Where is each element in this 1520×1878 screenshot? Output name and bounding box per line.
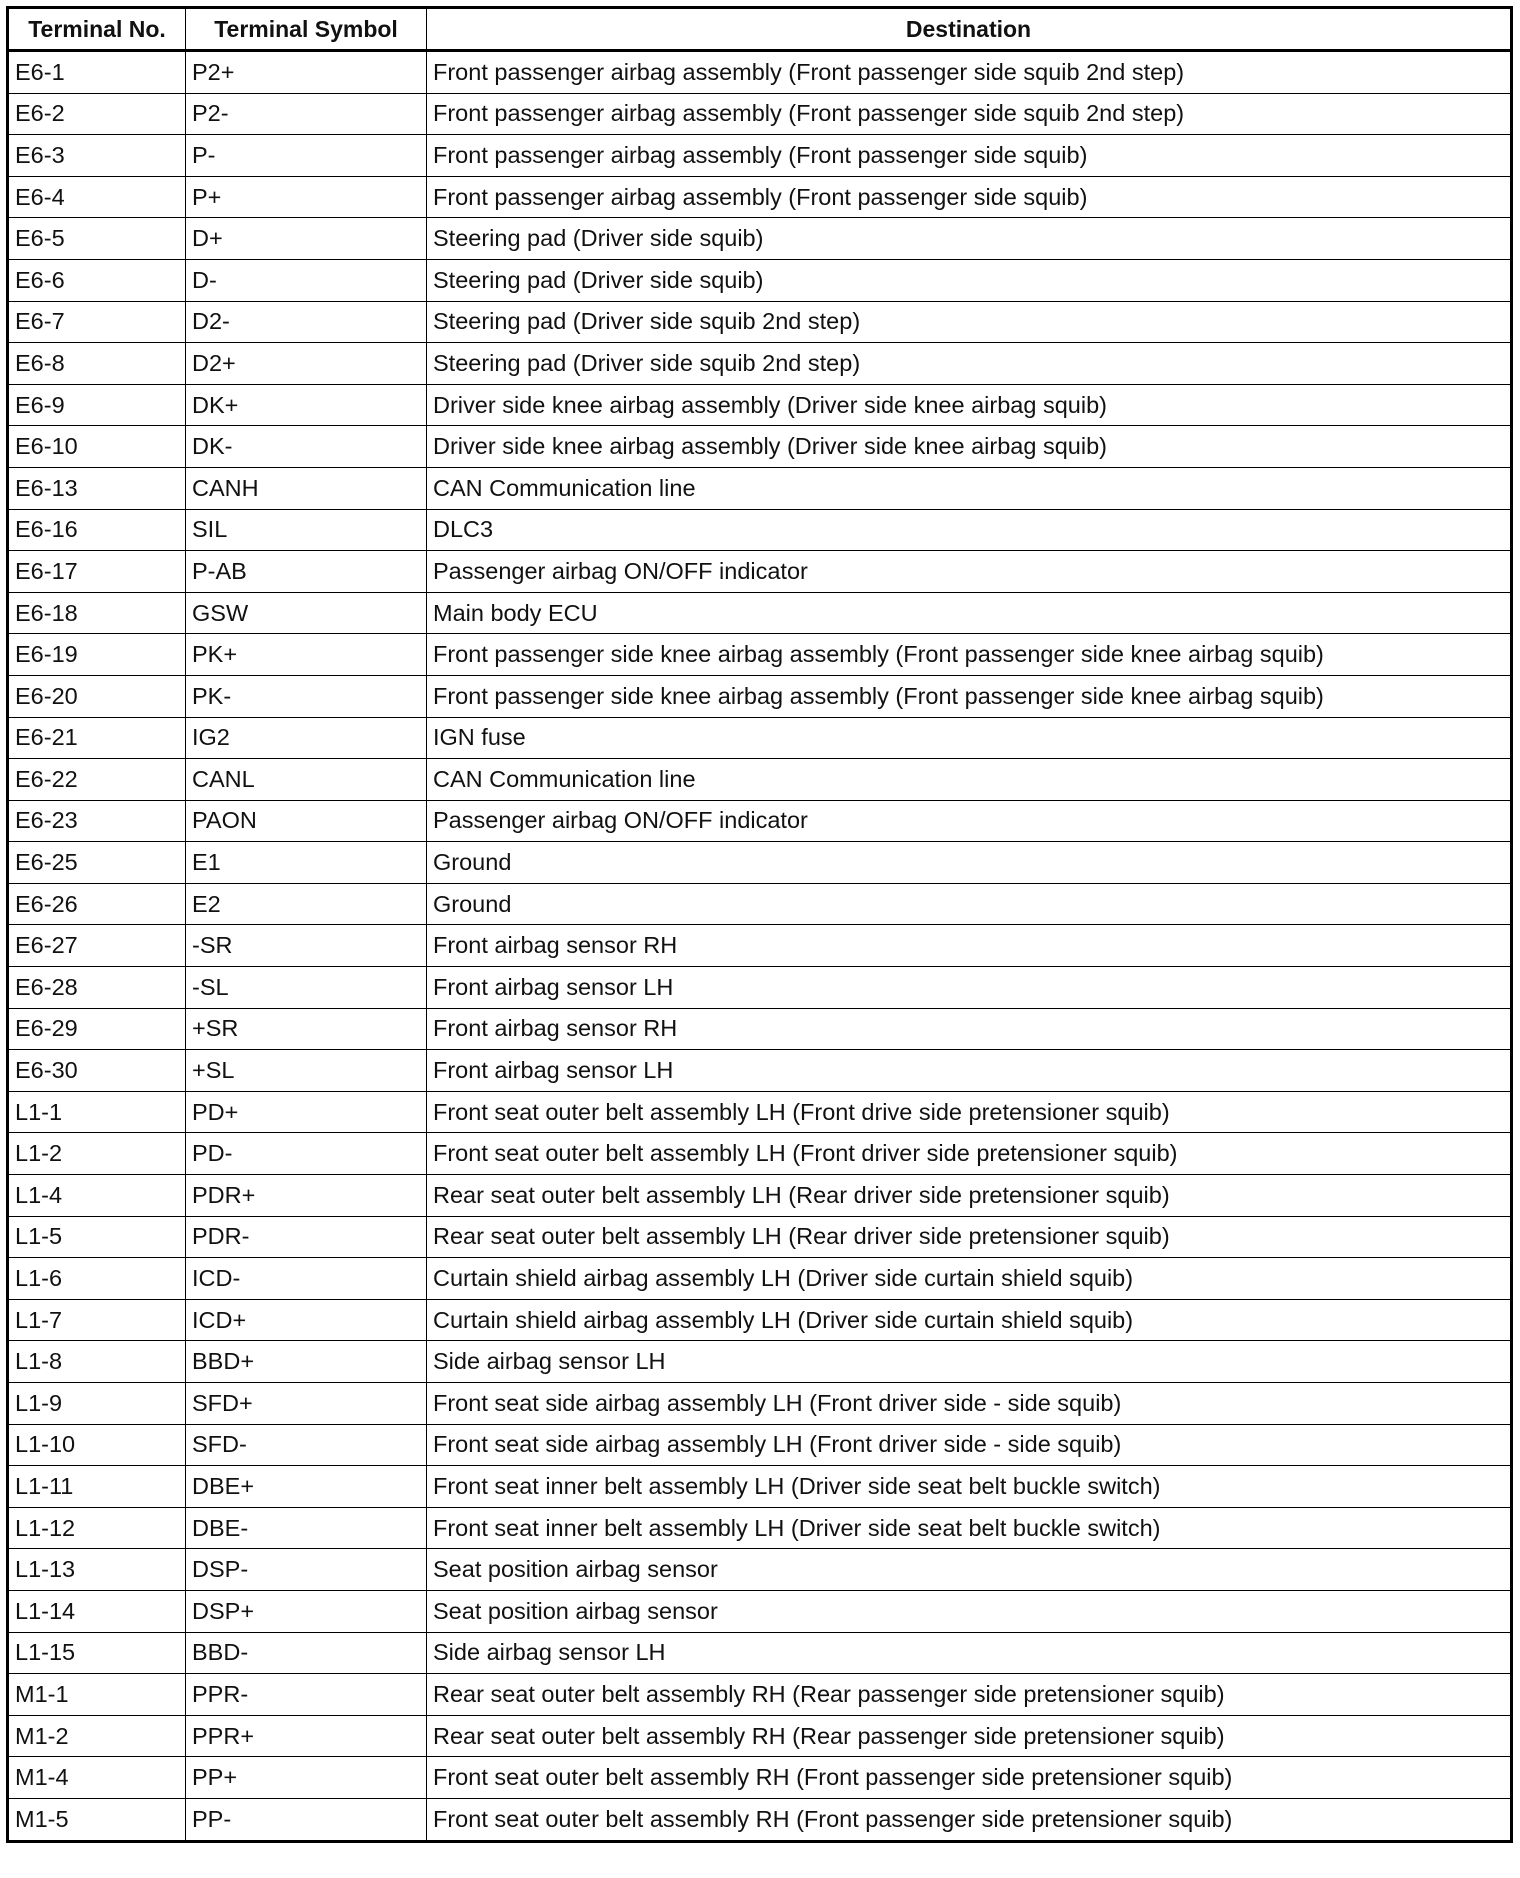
terminal-symbol-cell: PD-: [186, 1133, 427, 1175]
terminal-symbol-cell: PDR+: [186, 1175, 427, 1217]
table-row: [8, 800, 1512, 842]
table-row: [8, 925, 1512, 967]
terminal-no-cell: L1-13: [8, 1549, 186, 1591]
terminal-no-cell: M1-2: [8, 1715, 186, 1757]
terminal-symbol-cell: P-AB: [186, 551, 427, 593]
destination-cell: Rear seat outer belt assembly RH (Rear passenger side pretensioner squib): [427, 1674, 1512, 1716]
terminal-no-cell: E6-16: [8, 509, 186, 551]
terminal-no-cell: E6-5: [8, 218, 186, 260]
terminal-symbol-cell: ICD-: [186, 1258, 427, 1300]
table-row: [8, 176, 1512, 218]
terminal-no-cell: L1-14: [8, 1590, 186, 1632]
header-terminal-symbol: Terminal Symbol: [186, 8, 427, 51]
terminal-symbol-cell: BBD+: [186, 1341, 427, 1383]
terminal-symbol-cell: SFD-: [186, 1424, 427, 1466]
destination-cell: Side airbag sensor LH: [427, 1632, 1512, 1674]
table-row: [8, 1008, 1512, 1050]
header-terminal-no: Terminal No.: [8, 8, 186, 51]
terminal-no-cell: E6-21: [8, 717, 186, 759]
destination-cell: Steering pad (Driver side squib): [427, 259, 1512, 301]
terminal-symbol-cell: PK-: [186, 675, 427, 717]
table-row: [8, 343, 1512, 385]
table-row: [8, 135, 1512, 177]
table-row: [8, 509, 1512, 551]
table-row: [8, 1466, 1512, 1508]
destination-cell: Front airbag sensor LH: [427, 967, 1512, 1009]
terminal-symbol-cell: E1: [186, 842, 427, 884]
destination-cell: Front passenger airbag assembly (Front passenger side squib): [427, 135, 1512, 177]
terminal-symbol-cell: GSW: [186, 592, 427, 634]
destination-cell: Front passenger side knee airbag assembly (Front passenger side knee airbag squib): [427, 675, 1512, 717]
terminal-symbol-cell: CANL: [186, 759, 427, 801]
terminal-no-cell: L1-9: [8, 1383, 186, 1425]
table-row: [8, 1133, 1512, 1175]
terminal-no-cell: E6-27: [8, 925, 186, 967]
table-row: [8, 1091, 1512, 1133]
terminal-symbol-cell: PK+: [186, 634, 427, 676]
destination-cell: Driver side knee airbag assembly (Driver side knee airbag squib): [427, 384, 1512, 426]
table-row: [8, 551, 1512, 593]
table-header: [8, 8, 1512, 51]
terminal-symbol-cell: PP-: [186, 1798, 427, 1841]
terminal-no-cell: L1-10: [8, 1424, 186, 1466]
destination-cell: Steering pad (Driver side squib 2nd step): [427, 343, 1512, 385]
destination-cell: Main body ECU: [427, 592, 1512, 634]
terminal-no-cell: E6-19: [8, 634, 186, 676]
destination-cell: Front airbag sensor RH: [427, 925, 1512, 967]
table-row: [8, 1424, 1512, 1466]
header-row: [8, 8, 1512, 51]
terminal-no-cell: L1-8: [8, 1341, 186, 1383]
table-row: [8, 1507, 1512, 1549]
terminal-no-cell: E6-22: [8, 759, 186, 801]
terminal-no-cell: E6-4: [8, 176, 186, 218]
terminal-symbol-cell: PP+: [186, 1757, 427, 1799]
terminal-table: [6, 6, 1513, 1843]
terminal-symbol-cell: PAON: [186, 800, 427, 842]
terminal-symbol-cell: P+: [186, 176, 427, 218]
terminal-symbol-cell: -SL: [186, 967, 427, 1009]
terminal-no-cell: L1-5: [8, 1216, 186, 1258]
terminal-symbol-cell: D2+: [186, 343, 427, 385]
terminal-no-cell: E6-6: [8, 259, 186, 301]
table-row: [8, 384, 1512, 426]
terminal-symbol-cell: P2-: [186, 93, 427, 135]
terminal-no-cell: E6-10: [8, 426, 186, 468]
destination-cell: DLC3: [427, 509, 1512, 551]
table-row: [8, 675, 1512, 717]
terminal-no-cell: E6-20: [8, 675, 186, 717]
terminal-no-cell: E6-26: [8, 883, 186, 925]
terminal-no-cell: E6-28: [8, 967, 186, 1009]
terminal-no-cell: E6-30: [8, 1050, 186, 1092]
terminal-no-cell: M1-4: [8, 1757, 186, 1799]
destination-cell: Ground: [427, 883, 1512, 925]
terminal-symbol-cell: D+: [186, 218, 427, 260]
destination-cell: Steering pad (Driver side squib): [427, 218, 1512, 260]
table-row: [8, 1632, 1512, 1674]
terminal-no-cell: L1-4: [8, 1175, 186, 1217]
terminal-no-cell: L1-12: [8, 1507, 186, 1549]
destination-cell: Curtain shield airbag assembly LH (Driver side curtain shield squib): [427, 1258, 1512, 1300]
destination-cell: Curtain shield airbag assembly LH (Driver side curtain shield squib): [427, 1299, 1512, 1341]
table-row: [8, 301, 1512, 343]
terminal-symbol-cell: +SL: [186, 1050, 427, 1092]
terminal-symbol-cell: DK-: [186, 426, 427, 468]
terminal-symbol-cell: BBD-: [186, 1632, 427, 1674]
destination-cell: IGN fuse: [427, 717, 1512, 759]
destination-cell: Front seat outer belt assembly LH (Front drive side pretensioner squib): [427, 1091, 1512, 1133]
table-body: [8, 51, 1512, 1842]
terminal-symbol-cell: -SR: [186, 925, 427, 967]
destination-cell: Seat position airbag sensor: [427, 1590, 1512, 1632]
table-row: [8, 1258, 1512, 1300]
destination-cell: Rear seat outer belt assembly RH (Rear passenger side pretensioner squib): [427, 1715, 1512, 1757]
table-row: [8, 1175, 1512, 1217]
table-row: [8, 967, 1512, 1009]
destination-cell: Rear seat outer belt assembly LH (Rear driver side pretensioner squib): [427, 1216, 1512, 1258]
terminal-no-cell: L1-6: [8, 1258, 186, 1300]
terminal-symbol-cell: P-: [186, 135, 427, 177]
table-row: [8, 1050, 1512, 1092]
destination-cell: Front passenger airbag assembly (Front passenger side squib): [427, 176, 1512, 218]
terminal-symbol-cell: PDR-: [186, 1216, 427, 1258]
table-row: [8, 1341, 1512, 1383]
destination-cell: Front airbag sensor LH: [427, 1050, 1512, 1092]
destination-cell: Front passenger side knee airbag assembly (Front passenger side knee airbag squib): [427, 634, 1512, 676]
terminal-no-cell: E6-3: [8, 135, 186, 177]
table-row: [8, 1798, 1512, 1841]
destination-cell: Front seat outer belt assembly RH (Front passenger side pretensioner squib): [427, 1798, 1512, 1841]
terminal-symbol-cell: DBE+: [186, 1466, 427, 1508]
table-row: [8, 218, 1512, 260]
terminal-no-cell: E6-7: [8, 301, 186, 343]
terminal-symbol-cell: DK+: [186, 384, 427, 426]
destination-cell: Passenger airbag ON/OFF indicator: [427, 551, 1512, 593]
terminal-no-cell: E6-1: [8, 51, 186, 94]
terminal-no-cell: L1-7: [8, 1299, 186, 1341]
terminal-symbol-cell: DSP-: [186, 1549, 427, 1591]
terminal-no-cell: L1-11: [8, 1466, 186, 1508]
terminal-symbol-cell: PPR-: [186, 1674, 427, 1716]
terminal-symbol-cell: IG2: [186, 717, 427, 759]
terminal-symbol-cell: DBE-: [186, 1507, 427, 1549]
table-row: [8, 1715, 1512, 1757]
table-row: [8, 1299, 1512, 1341]
terminal-symbol-cell: D-: [186, 259, 427, 301]
terminal-symbol-cell: E2: [186, 883, 427, 925]
terminal-no-cell: L1-15: [8, 1632, 186, 1674]
table-row: [8, 467, 1512, 509]
table-row: [8, 51, 1512, 94]
table-row: [8, 592, 1512, 634]
header-destination: Destination: [427, 8, 1512, 51]
table-row: [8, 1674, 1512, 1716]
terminal-symbol-cell: CANH: [186, 467, 427, 509]
terminal-symbol-cell: +SR: [186, 1008, 427, 1050]
destination-cell: Front seat side airbag assembly LH (Front driver side - side squib): [427, 1424, 1512, 1466]
terminal-symbol-cell: ICD+: [186, 1299, 427, 1341]
table-row: [8, 883, 1512, 925]
terminal-no-cell: L1-1: [8, 1091, 186, 1133]
terminal-no-cell: E6-9: [8, 384, 186, 426]
terminal-no-cell: L1-2: [8, 1133, 186, 1175]
destination-cell: Driver side knee airbag assembly (Driver side knee airbag squib): [427, 426, 1512, 468]
destination-cell: CAN Communication line: [427, 467, 1512, 509]
destination-cell: Front airbag sensor RH: [427, 1008, 1512, 1050]
terminal-no-cell: E6-17: [8, 551, 186, 593]
table-row: [8, 93, 1512, 135]
terminal-symbol-cell: D2-: [186, 301, 427, 343]
terminal-symbol-cell: SIL: [186, 509, 427, 551]
table-row: [8, 259, 1512, 301]
terminal-no-cell: M1-1: [8, 1674, 186, 1716]
table-row: [8, 842, 1512, 884]
destination-cell: CAN Communication line: [427, 759, 1512, 801]
terminal-no-cell: E6-8: [8, 343, 186, 385]
terminal-symbol-cell: DSP+: [186, 1590, 427, 1632]
destination-cell: Front seat side airbag assembly LH (Front driver side - side squib): [427, 1383, 1512, 1425]
terminal-no-cell: E6-18: [8, 592, 186, 634]
terminal-no-cell: E6-29: [8, 1008, 186, 1050]
terminal-symbol-cell: P2+: [186, 51, 427, 94]
destination-cell: Side airbag sensor LH: [427, 1341, 1512, 1383]
table-row: [8, 634, 1512, 676]
table-row: [8, 1216, 1512, 1258]
table-row: [8, 426, 1512, 468]
table-row: [8, 1383, 1512, 1425]
terminal-no-cell: E6-13: [8, 467, 186, 509]
destination-cell: Rear seat outer belt assembly LH (Rear driver side pretensioner squib): [427, 1175, 1512, 1217]
destination-cell: Front seat inner belt assembly LH (Driver side seat belt buckle switch): [427, 1466, 1512, 1508]
destination-cell: Front seat inner belt assembly LH (Driver side seat belt buckle switch): [427, 1507, 1512, 1549]
destination-cell: Steering pad (Driver side squib 2nd step): [427, 301, 1512, 343]
terminal-no-cell: M1-5: [8, 1798, 186, 1841]
destination-cell: Passenger airbag ON/OFF indicator: [427, 800, 1512, 842]
table-row: [8, 759, 1512, 801]
terminal-symbol-cell: PD+: [186, 1091, 427, 1133]
destination-cell: Front passenger airbag assembly (Front passenger side squib 2nd step): [427, 51, 1512, 94]
table-row: [8, 1757, 1512, 1799]
table-row: [8, 717, 1512, 759]
destination-cell: Seat position airbag sensor: [427, 1549, 1512, 1591]
table-row: [8, 1590, 1512, 1632]
terminal-no-cell: E6-2: [8, 93, 186, 135]
destination-cell: Ground: [427, 842, 1512, 884]
destination-cell: Front passenger airbag assembly (Front passenger side squib 2nd step): [427, 93, 1512, 135]
terminal-symbol-cell: SFD+: [186, 1383, 427, 1425]
destination-cell: Front seat outer belt assembly RH (Front passenger side pretensioner squib): [427, 1757, 1512, 1799]
destination-cell: Front seat outer belt assembly LH (Front driver side pretensioner squib): [427, 1133, 1512, 1175]
terminal-no-cell: E6-23: [8, 800, 186, 842]
table-row: [8, 1549, 1512, 1591]
terminal-no-cell: E6-25: [8, 842, 186, 884]
terminal-symbol-cell: PPR+: [186, 1715, 427, 1757]
